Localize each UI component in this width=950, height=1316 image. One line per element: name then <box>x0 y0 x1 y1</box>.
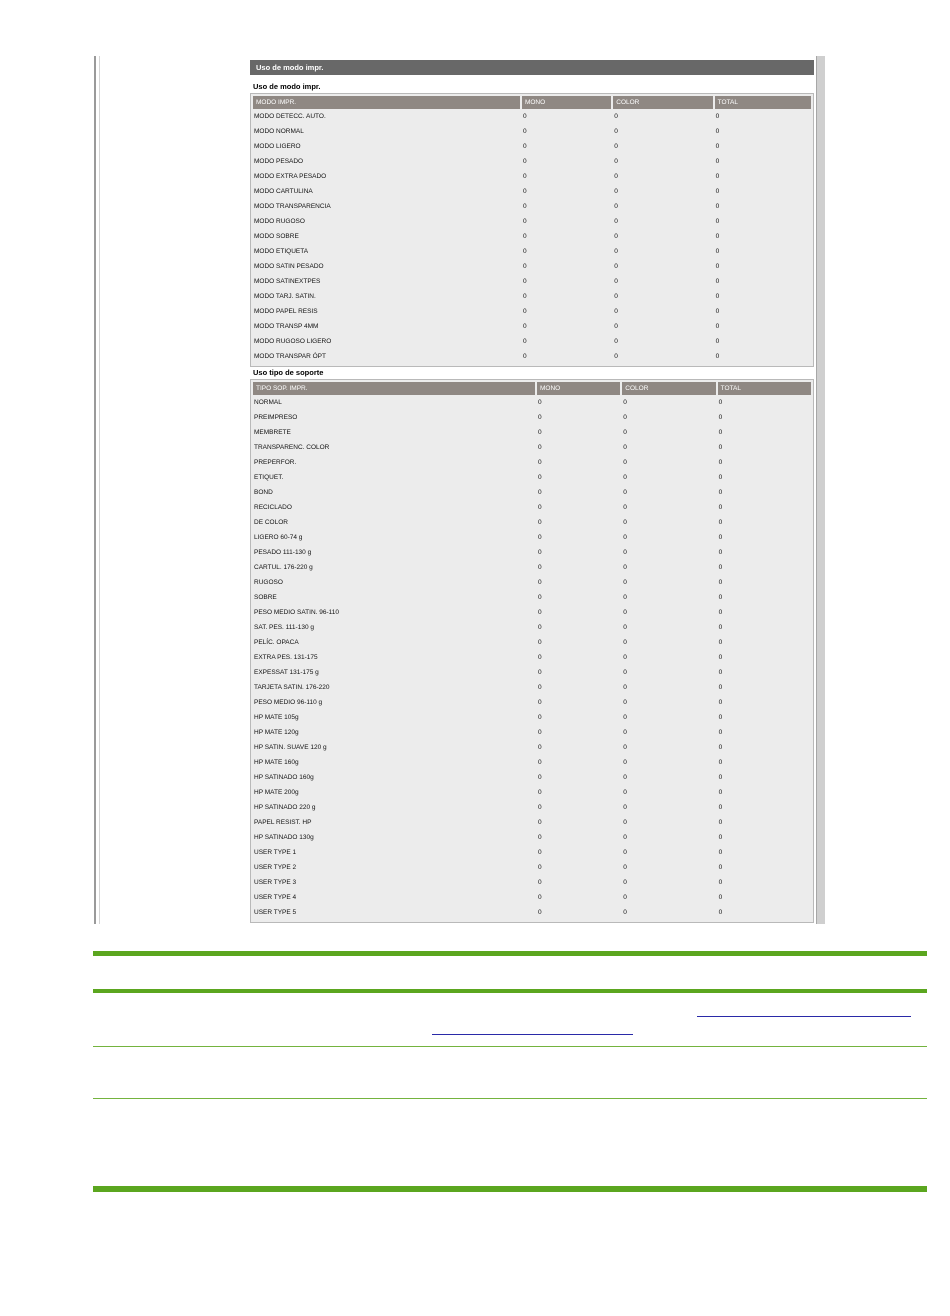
color-count: 0 <box>623 504 627 511</box>
total-count: 0 <box>715 203 720 210</box>
color-count: 0 <box>623 534 627 541</box>
row-label: MODO SATIN PESADO <box>254 263 324 270</box>
total-count: 0 <box>718 654 723 661</box>
row-label: MODO EXTRA PESADO <box>254 173 327 180</box>
row-label: PELÍC. OPACA <box>254 639 299 646</box>
mono-count: 0 <box>538 879 542 886</box>
row-label: MODO DETECC. AUTO. <box>254 113 326 120</box>
color-count: 0 <box>614 113 618 120</box>
row-label: HP MATE 105g <box>254 714 299 721</box>
row-label: USER TYPE 1 <box>254 849 297 856</box>
mono-count: 0 <box>538 504 542 511</box>
total-count: 0 <box>718 489 723 496</box>
total-count: 0 <box>718 549 723 556</box>
row-label: MODO SATINEXTPES <box>254 278 321 285</box>
mono-count: 0 <box>538 489 542 496</box>
col-header-media-type: TIPO SOP. IMPR. <box>253 382 536 395</box>
total-count: 0 <box>718 819 723 826</box>
color-count: 0 <box>623 654 627 661</box>
print-mode-row <box>253 169 811 184</box>
media-type-row <box>253 785 811 800</box>
total-count: 0 <box>715 293 720 300</box>
media-type-table-body <box>253 395 811 920</box>
color-count: 0 <box>623 834 627 841</box>
row-label: USER TYPE 4 <box>254 894 297 901</box>
print-mode-row <box>253 259 811 274</box>
total-count: 0 <box>718 684 723 691</box>
total-count: 0 <box>715 218 720 225</box>
media-type-row <box>253 695 811 710</box>
frame-left-border <box>94 56 96 924</box>
total-count: 0 <box>718 759 723 766</box>
total-count: 0 <box>718 444 723 451</box>
media-type-row <box>253 545 811 560</box>
color-count: 0 <box>623 414 627 421</box>
mono-count: 0 <box>538 669 542 676</box>
color-count: 0 <box>623 594 627 601</box>
mono-count: 0 <box>538 864 542 871</box>
mono-count: 0 <box>538 774 542 781</box>
mono-count: 0 <box>538 804 542 811</box>
print-mode-table-wrap <box>250 93 814 367</box>
media-type-row <box>253 530 811 545</box>
mono-count: 0 <box>538 909 542 916</box>
row-label: MODO PESADO <box>254 158 304 165</box>
mono-count: 0 <box>522 203 527 210</box>
print-mode-row <box>253 334 811 349</box>
total-count: 0 <box>718 414 723 421</box>
mono-count: 0 <box>522 248 527 255</box>
total-count: 0 <box>718 699 723 706</box>
row-label: MODO CARTULINA <box>254 188 313 195</box>
usage-content <box>250 60 814 923</box>
color-count: 0 <box>623 579 627 586</box>
row-label: MODO TRANSP 4MM <box>254 323 319 330</box>
col-header-color: COLOR <box>612 96 713 109</box>
row-label: PREIMPRESO <box>254 414 298 421</box>
print-mode-row <box>253 304 811 319</box>
row-label: EXTRA PES. 131-175 <box>254 654 318 661</box>
mono-count: 0 <box>538 684 542 691</box>
row-label: PREPERFOR. <box>254 459 297 466</box>
mono-count: 0 <box>538 564 542 571</box>
mono-count: 0 <box>538 579 542 586</box>
mono-count: 0 <box>522 188 527 195</box>
total-count: 0 <box>715 128 720 135</box>
color-count: 0 <box>614 293 618 300</box>
total-count: 0 <box>715 173 720 180</box>
mono-count: 0 <box>538 849 542 856</box>
mono-count: 0 <box>538 399 542 406</box>
media-type-row <box>253 500 811 515</box>
mono-count: 0 <box>538 714 542 721</box>
mono-count: 0 <box>522 293 527 300</box>
row-label: MODO TARJ. SATIN. <box>254 293 316 300</box>
mono-count: 0 <box>538 759 542 766</box>
color-count: 0 <box>623 789 627 796</box>
row-label: MODO TRANSPAR ÓPT <box>254 353 326 360</box>
total-count: 0 <box>718 804 723 811</box>
col-header-mode: MODO IMPR. <box>253 96 521 109</box>
mono-count: 0 <box>522 353 527 360</box>
media-type-row <box>253 470 811 485</box>
row-label: MODO ETIQUETA <box>254 248 309 255</box>
col-header-color: COLOR <box>621 382 716 395</box>
mono-count: 0 <box>522 218 527 225</box>
col-header-total: TOTAL <box>717 382 811 395</box>
media-type-row <box>253 845 811 860</box>
media-type-row <box>253 875 811 890</box>
row-label: MODO LIGERO <box>254 143 301 150</box>
media-type-row <box>253 800 811 815</box>
media-type-row <box>253 860 811 875</box>
color-count: 0 <box>614 353 618 360</box>
row-divider <box>93 1098 927 1099</box>
row-label: TARJETA SATIN. 176-220 <box>254 684 330 691</box>
total-count: 0 <box>718 474 723 481</box>
row-label: MODO SOBRE <box>254 233 299 240</box>
total-count: 0 <box>718 729 723 736</box>
color-count: 0 <box>614 263 618 270</box>
total-count: 0 <box>715 113 720 120</box>
print-mode-row <box>253 244 811 259</box>
mono-count: 0 <box>522 308 527 315</box>
media-type-row <box>253 710 811 725</box>
row-label: PESADO 111-130 g <box>254 549 312 556</box>
print-mode-row <box>253 274 811 289</box>
color-count: 0 <box>614 158 618 165</box>
color-count: 0 <box>623 474 627 481</box>
media-type-row <box>253 635 811 650</box>
row-label: USER TYPE 2 <box>254 864 297 871</box>
color-count: 0 <box>623 744 627 751</box>
row-label: HP MATE 120g <box>254 729 299 736</box>
color-count: 0 <box>623 459 627 466</box>
media-type-section-title: Uso tipo de soporte <box>253 368 324 377</box>
color-count: 0 <box>614 248 618 255</box>
mono-count: 0 <box>538 699 542 706</box>
mono-count: 0 <box>538 474 542 481</box>
color-count: 0 <box>623 759 627 766</box>
row-label: NORMAL <box>254 399 282 406</box>
col-header-mono: MONO <box>536 382 621 395</box>
mono-count: 0 <box>538 414 542 421</box>
color-count: 0 <box>614 278 618 285</box>
header-bottom-rule <box>93 989 927 993</box>
mono-count: 0 <box>538 459 542 466</box>
mono-count: 0 <box>522 338 527 345</box>
mono-count: 0 <box>522 173 527 180</box>
total-count: 0 <box>718 669 723 676</box>
total-count: 0 <box>715 158 720 165</box>
media-type-row <box>253 650 811 665</box>
total-count: 0 <box>718 504 723 511</box>
print-mode-row <box>253 199 811 214</box>
row-label: SOBRE <box>254 594 277 601</box>
total-count: 0 <box>718 639 723 646</box>
row-label: MODO NORMAL <box>254 128 304 135</box>
table-bottom-rule <box>93 1186 927 1192</box>
color-count: 0 <box>623 879 627 886</box>
frame-scrollbar <box>816 56 825 924</box>
link-underline[interactable] <box>697 1016 911 1017</box>
media-type-row <box>253 605 811 620</box>
media-type-row <box>253 815 811 830</box>
total-count: 0 <box>715 143 720 150</box>
media-type-row <box>253 770 811 785</box>
color-count: 0 <box>623 489 627 496</box>
color-count: 0 <box>614 338 618 345</box>
print-mode-row <box>253 139 811 154</box>
total-count: 0 <box>715 233 720 240</box>
media-type-row <box>253 740 811 755</box>
mono-count: 0 <box>538 894 542 901</box>
total-count: 0 <box>718 714 723 721</box>
row-label: HP MATE 160g <box>254 759 299 766</box>
print-mode-row <box>253 124 811 139</box>
mono-count: 0 <box>538 729 542 736</box>
frame-left-border-inner <box>99 56 100 924</box>
media-type-row <box>253 485 811 500</box>
print-mode-row <box>253 319 811 334</box>
row-label: HP SATINADO 130g <box>254 834 314 841</box>
color-count: 0 <box>623 444 627 451</box>
color-count: 0 <box>623 684 627 691</box>
total-count: 0 <box>718 834 723 841</box>
mono-count: 0 <box>538 429 542 436</box>
media-type-row <box>253 830 811 845</box>
row-label: RECICLADO <box>254 504 292 511</box>
media-type-row <box>253 440 811 455</box>
print-mode-header-row <box>253 96 811 109</box>
col-header-total: TOTAL <box>714 96 811 109</box>
color-count: 0 <box>623 549 627 556</box>
row-label: HP SATINADO 220 g <box>254 804 316 811</box>
row-label: MEMBRETE <box>254 429 291 436</box>
color-count: 0 <box>623 669 627 676</box>
mono-count: 0 <box>538 834 542 841</box>
media-type-row <box>253 725 811 740</box>
color-count: 0 <box>623 699 627 706</box>
media-type-row <box>253 425 811 440</box>
mono-count: 0 <box>522 143 527 150</box>
print-mode-table <box>253 96 811 364</box>
print-mode-row <box>253 349 811 364</box>
color-count: 0 <box>623 609 627 616</box>
row-label: PESO MEDIO 96-110 g <box>254 699 323 706</box>
color-count: 0 <box>614 323 618 330</box>
media-type-row <box>253 620 811 635</box>
mono-count: 0 <box>538 639 542 646</box>
page-title-bar: Uso de modo impr. <box>250 60 814 75</box>
total-count: 0 <box>718 579 723 586</box>
color-count: 0 <box>614 173 618 180</box>
media-type-row <box>253 590 811 605</box>
color-count: 0 <box>623 519 627 526</box>
mono-count: 0 <box>522 128 527 135</box>
mono-count: 0 <box>538 624 542 631</box>
color-count: 0 <box>614 188 618 195</box>
mono-count: 0 <box>538 744 542 751</box>
row-label: HP SATIN. SUAVE 120 g <box>254 744 327 751</box>
media-type-header-row <box>253 382 811 395</box>
mono-count: 0 <box>538 819 542 826</box>
total-count: 0 <box>718 534 723 541</box>
total-count: 0 <box>718 909 723 916</box>
mono-count: 0 <box>538 594 542 601</box>
mono-count: 0 <box>522 233 527 240</box>
mono-count: 0 <box>522 323 527 330</box>
media-type-row <box>253 575 811 590</box>
total-count: 0 <box>715 263 720 270</box>
mono-count: 0 <box>522 263 527 270</box>
print-mode-section-title: Uso de modo impr. <box>253 82 321 91</box>
color-count: 0 <box>614 143 618 150</box>
color-count: 0 <box>623 909 627 916</box>
media-type-row <box>253 515 811 530</box>
media-type-row <box>253 890 811 905</box>
media-type-row <box>253 560 811 575</box>
total-count: 0 <box>718 519 723 526</box>
media-type-row <box>253 455 811 470</box>
color-count: 0 <box>623 729 627 736</box>
mono-count: 0 <box>538 519 542 526</box>
mono-count: 0 <box>522 113 527 120</box>
media-type-row <box>253 680 811 695</box>
embedded-screenshot <box>94 56 824 924</box>
media-type-row <box>253 410 811 425</box>
row-label: USER TYPE 5 <box>254 909 297 916</box>
table-top-rule <box>93 951 927 956</box>
color-count: 0 <box>623 804 627 811</box>
color-count: 0 <box>623 429 627 436</box>
color-count: 0 <box>614 218 618 225</box>
media-type-row <box>253 665 811 680</box>
row-label: MODO TRANSPARENCIA <box>254 203 331 210</box>
row-label: MODO RUGOSO LIGERO <box>254 338 332 345</box>
print-mode-row <box>253 154 811 169</box>
row-label: RUGOSO <box>254 579 283 586</box>
color-count: 0 <box>623 639 627 646</box>
row-label: PAPEL RESIST. HP <box>254 819 312 826</box>
print-mode-row <box>253 184 811 199</box>
print-mode-row <box>253 214 811 229</box>
total-count: 0 <box>715 353 720 360</box>
total-count: 0 <box>718 879 723 886</box>
row-label: HP SATINADO 160g <box>254 774 314 781</box>
media-type-table <box>253 382 811 920</box>
mono-count: 0 <box>538 654 542 661</box>
total-count: 0 <box>718 594 723 601</box>
col-header-mono: MONO <box>521 96 612 109</box>
total-count: 0 <box>715 188 720 195</box>
media-type-row <box>253 755 811 770</box>
row-label: USER TYPE 3 <box>254 879 297 886</box>
mono-count: 0 <box>522 278 527 285</box>
row-label: MODO RUGOSO <box>254 218 305 225</box>
total-count: 0 <box>715 278 720 285</box>
color-count: 0 <box>623 894 627 901</box>
media-type-row <box>253 395 811 410</box>
row-divider <box>93 1046 927 1047</box>
total-count: 0 <box>718 774 723 781</box>
print-mode-row <box>253 289 811 304</box>
mono-count: 0 <box>538 789 542 796</box>
mono-count: 0 <box>522 158 527 165</box>
total-count: 0 <box>718 429 723 436</box>
mono-count: 0 <box>538 549 542 556</box>
total-count: 0 <box>718 894 723 901</box>
total-count: 0 <box>715 323 720 330</box>
total-count: 0 <box>718 744 723 751</box>
row-label: EXPESSAT 131-175 g <box>254 669 319 676</box>
color-count: 0 <box>614 308 618 315</box>
mono-count: 0 <box>538 444 542 451</box>
color-count: 0 <box>623 864 627 871</box>
color-count: 0 <box>623 624 627 631</box>
link-underline-continued[interactable] <box>432 1034 633 1035</box>
total-count: 0 <box>718 459 723 466</box>
row-label: TRANSPARENC. COLOR <box>254 444 330 451</box>
color-count: 0 <box>614 128 618 135</box>
mono-count: 0 <box>538 609 542 616</box>
total-count: 0 <box>715 248 720 255</box>
color-count: 0 <box>623 399 627 406</box>
total-count: 0 <box>718 609 723 616</box>
color-count: 0 <box>623 819 627 826</box>
total-count: 0 <box>718 849 723 856</box>
row-label: SAT. PES. 111-130 g <box>254 624 314 631</box>
color-count: 0 <box>614 233 618 240</box>
row-label: CARTUL. 176-220 g <box>254 564 313 571</box>
print-mode-row <box>253 229 811 244</box>
row-label: LIGERO 60-74 g <box>254 534 303 541</box>
media-type-row <box>253 905 811 920</box>
row-label: DE COLOR <box>254 519 288 526</box>
total-count: 0 <box>718 864 723 871</box>
row-label: BOND <box>254 489 273 496</box>
row-label: HP MATE 200g <box>254 789 299 796</box>
total-count: 0 <box>718 624 723 631</box>
print-mode-row <box>253 109 811 124</box>
row-label: PESO MEDIO SATIN. 96-110 <box>254 609 340 616</box>
color-count: 0 <box>623 714 627 721</box>
total-count: 0 <box>715 338 720 345</box>
color-count: 0 <box>623 564 627 571</box>
color-count: 0 <box>623 774 627 781</box>
mono-count: 0 <box>538 534 542 541</box>
total-count: 0 <box>718 564 723 571</box>
color-count: 0 <box>623 849 627 856</box>
row-label: MODO PAPEL RESIS <box>254 308 318 315</box>
total-count: 0 <box>718 789 723 796</box>
print-mode-table-body <box>253 109 811 364</box>
total-count: 0 <box>715 308 720 315</box>
color-count: 0 <box>614 203 618 210</box>
media-type-table-wrap <box>250 379 814 923</box>
row-label: ETIQUET. <box>254 474 284 481</box>
total-count: 0 <box>718 399 723 406</box>
